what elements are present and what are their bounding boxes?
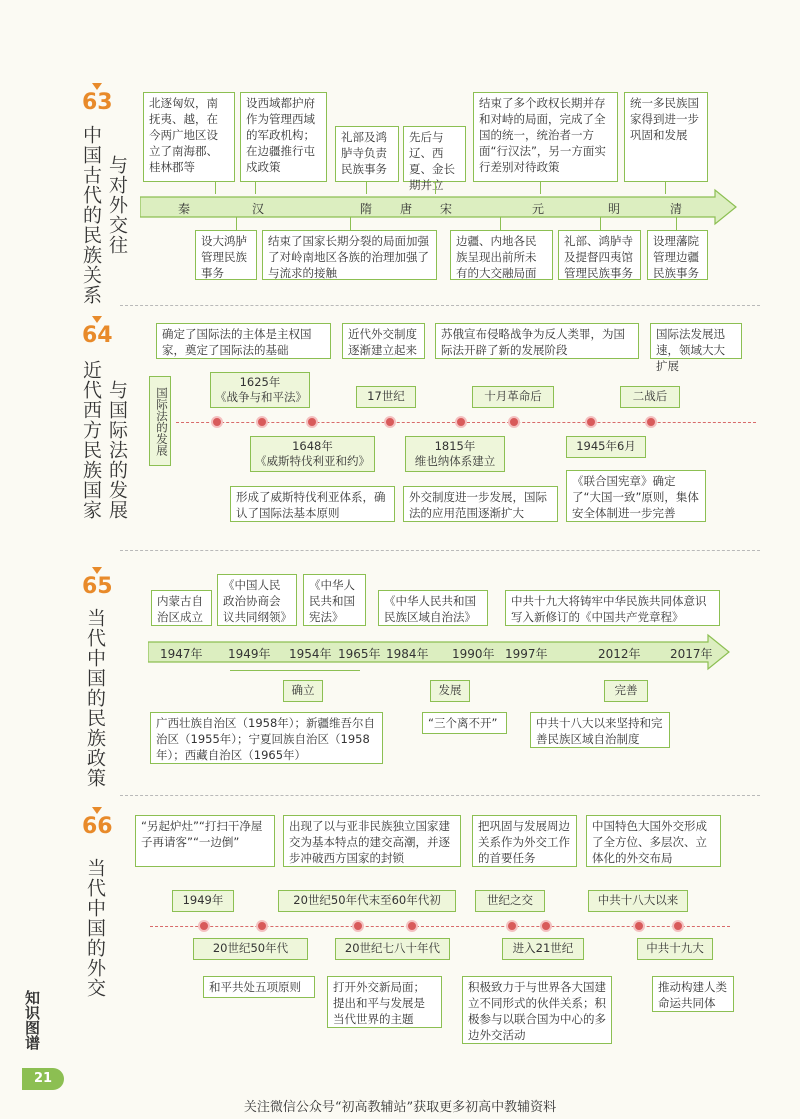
axis-yuan: 元	[532, 202, 545, 216]
time-label-text: 《战争与和平法》	[215, 390, 307, 404]
section-number-63: 63	[82, 90, 113, 115]
section-63-title-part2: 与对外交往	[106, 155, 128, 255]
axis-2012: 2012年	[598, 647, 641, 661]
event-box-1625: 确定了国际法的主体是主权国家，奠定了国际法的基础	[156, 323, 331, 359]
connector	[366, 182, 367, 194]
section-marker	[92, 83, 102, 90]
section-marker	[92, 567, 102, 574]
event-box-autonomous-regions: 广西壮族自治区（1958年）；新疆维吾尔自治区（1955年）；宁夏回族自治区（1958年）；西藏自治区（1965年）	[150, 712, 383, 764]
event-box-han-bottom: 设大鸿胪管理民族事务	[195, 230, 257, 280]
event-box-turn-of-century: 把巩固与发展周边关系作为外交工作的首要任务	[472, 815, 577, 867]
event-box-vienna: 外交制度进一步发展，国际法的应用范围逐渐扩大	[403, 486, 558, 522]
event-box-qin: 北逐匈奴，南抚夷、越，在今两广地区设立了南海郡、桂林郡等	[143, 92, 235, 182]
event-box-1947: 内蒙古自治区成立	[151, 590, 212, 626]
event-box-2017: 中共十九大将铸牢中华民族共同体意识写入新修订的《中国共产党章程》	[505, 590, 720, 626]
timeline-node	[256, 416, 268, 428]
event-box-1984: 《中华人民共和国民族区域自治法》	[378, 590, 488, 626]
timeline-node	[540, 920, 552, 932]
section-65-title: 当代中国的民族政策	[84, 608, 106, 788]
side-label-intl-law: 国际法的发展	[149, 376, 171, 466]
time-label-year: 1648年	[292, 439, 333, 453]
event-box-18th-congress: 中共十八大以来坚持和完善民族区域自治制度	[530, 712, 670, 748]
section-divider	[120, 795, 760, 796]
time-label-19th-congress: 中共十九大	[637, 938, 713, 960]
timeline-node	[645, 416, 657, 428]
axis-han: 汉	[252, 202, 265, 216]
section-number-64: 64	[82, 323, 113, 348]
time-label-since-18th: 中共十八大以来	[588, 890, 688, 912]
event-box-qing-bottom: 设理藩院管理边疆民族事务	[647, 230, 708, 280]
connector	[665, 182, 666, 194]
axis-tang: 唐	[400, 202, 413, 216]
axis-1984: 1984年	[386, 647, 429, 661]
connector	[435, 182, 436, 194]
timeline-node	[585, 416, 597, 428]
timeline-node	[211, 416, 223, 428]
time-label-1625	[210, 372, 310, 408]
footer-text: 关注微信公众号“初高教辅站”获取更多初高中教辅资料	[243, 1100, 557, 1115]
axis-ming: 明	[608, 202, 621, 216]
event-box-yuan: 结束了多个政权长期并存和对峙的局面，完成了全国的统一，统治者一方面“行汉法”，另一方面实行差别对待政策	[473, 92, 618, 182]
event-box-post-ww2: 国际法发展迅速，领域大大扩展	[650, 323, 742, 359]
event-box-1950s-60s: 出现了以与亚非民族独立国家建交为基本特点的建交高潮，并逐步冲破西方国家的封锁	[283, 815, 461, 867]
event-box-1949-diplomacy: “另起炉灶”“打扫干净屋子再请客”“一边倒”	[135, 815, 275, 867]
event-box-qing: 统一多民族国家得到进一步巩固和发展	[624, 92, 708, 182]
section-marker	[92, 807, 102, 814]
connector	[676, 217, 677, 230]
time-label-text: 《威斯特伐利亚和约》	[255, 454, 370, 468]
connector	[500, 217, 501, 230]
timeline-node	[633, 920, 645, 932]
event-box-since-18th: 中国特色大国外交形成了全方位、多层次、立体化的外交布局	[586, 815, 721, 867]
time-label-1949: 1949年	[172, 890, 234, 912]
event-box-sui: 礼部及鸿胪寺负责民族事务	[335, 126, 399, 182]
section-number-66: 66	[82, 814, 113, 839]
section-66-title: 当代中国的外交	[84, 858, 106, 998]
event-box-ming-bottom: 礼部、鸿胪寺及提督四夷馆管理民族事务	[558, 230, 641, 280]
event-box-1949: 《中国人民政治协商会议共同纲领》	[217, 574, 297, 626]
time-label-1950s: 20世纪50年代	[193, 938, 308, 960]
time-label-1945: 1945年6月	[566, 436, 646, 458]
event-box-westphalia: 形成了威斯特伐利亚体系，确认了国际法基本原则	[230, 486, 395, 522]
event-box-community: 推动构建人类命运共同体	[652, 976, 734, 1012]
stage-label-develop: 发展	[430, 680, 470, 702]
event-box-sui-tang-bottom: 结束了国家长期分裂的局面加强了对岭南地区各族的治理加强了与流求的接触	[262, 230, 437, 280]
sidebar-label: 知识图谱	[23, 990, 41, 1050]
event-box-oct-revolution: 苏俄宣布侵略战争为反人类罪，为国际法开辟了新的发展阶段	[435, 323, 639, 359]
event-box-partnerships: 积极致力于与世界各大国建立不同形式的伙伴关系；积极参与以联合国为中心的多边外交活动	[462, 976, 612, 1044]
time-label-text: 维也纳体系建立	[414, 454, 496, 468]
time-label-1815	[405, 436, 505, 472]
time-label-1970s-80s: 20世纪七八十年代	[335, 938, 450, 960]
time-label-21st-century: 进入21世纪	[502, 938, 584, 960]
event-box-new-situation: 打开外交新局面；提出和平与发展是当代世界的主题	[327, 976, 442, 1028]
section-63-title-part1: 中国古代的民族关系	[80, 125, 102, 305]
timeline-node	[306, 416, 318, 428]
timeline-node	[352, 920, 364, 932]
axis-sui: 隋	[360, 202, 373, 216]
timeline-node	[256, 920, 268, 932]
connector	[540, 182, 541, 194]
time-label-1950s-60s: 20世纪50年代末至60年代初	[278, 890, 456, 912]
timeline-node	[506, 920, 518, 932]
timeline-node	[406, 920, 418, 932]
timeline-node	[384, 416, 396, 428]
connector	[215, 182, 216, 194]
event-box-five-principles: 和平共处五项原则	[203, 976, 315, 998]
axis-1965: 1965年	[338, 647, 381, 661]
page-number: 21	[22, 1068, 64, 1090]
section-divider	[120, 550, 760, 551]
axis-1990: 1990年	[452, 647, 495, 661]
time-label-turn-of-century: 世纪之交	[475, 890, 545, 912]
axis-1954: 1954年	[289, 647, 332, 661]
timeline-node	[508, 416, 520, 428]
axis-qin: 秦	[178, 202, 191, 216]
event-box-un-charter: 《联合国宪章》确定了“大国一致”原则，集体安全体制进一步完善	[566, 470, 706, 522]
event-box-17c: 近代外交制度逐渐建立起来	[342, 323, 425, 359]
time-label-1648	[250, 436, 375, 472]
section-64-title-part2: 与国际法的发展	[106, 380, 128, 520]
timeline-node	[198, 920, 210, 932]
event-box-song: 先后与辽、西夏、金长期并立	[403, 126, 466, 182]
axis-song: 宋	[440, 202, 453, 216]
section-64-title-part1: 近代西方民族国家	[80, 360, 102, 520]
time-label-year: 1815年	[434, 439, 476, 453]
event-box-three-inseparables: “三个离不开”	[422, 712, 507, 734]
connector	[600, 217, 601, 230]
axis-1947: 1947年	[160, 647, 203, 661]
axis-2017: 2017年	[670, 647, 713, 661]
time-label-post-ww2: 二战后	[620, 386, 680, 408]
section-number-65: 65	[82, 574, 113, 599]
stage-label-establish: 确立	[283, 680, 323, 702]
time-label-oct-revolution: 十月革命后	[472, 386, 554, 408]
event-box-yuan-bottom: 边疆、内地各民族呈现出前所未有的大交融局面	[450, 230, 553, 280]
connector	[255, 182, 256, 194]
time-label-17c: 17世纪	[356, 386, 416, 408]
axis-1949: 1949年	[228, 647, 271, 661]
axis-1997: 1997年	[505, 647, 548, 661]
event-box-han: 设西域都护府作为管理西域的军政机构；在边疆推行屯戍政策	[240, 92, 327, 182]
bracket-line	[230, 670, 360, 671]
time-label-year: 1625年	[239, 375, 281, 389]
axis-qing: 清	[670, 202, 683, 216]
connector	[350, 217, 351, 230]
timeline-node	[672, 920, 684, 932]
timeline-node	[455, 416, 467, 428]
section-divider	[120, 305, 760, 306]
section-marker	[92, 316, 102, 323]
stage-label-perfect: 完善	[604, 680, 648, 702]
event-box-1954: 《中华人民共和国宪法》	[303, 574, 366, 626]
connector	[236, 217, 237, 230]
